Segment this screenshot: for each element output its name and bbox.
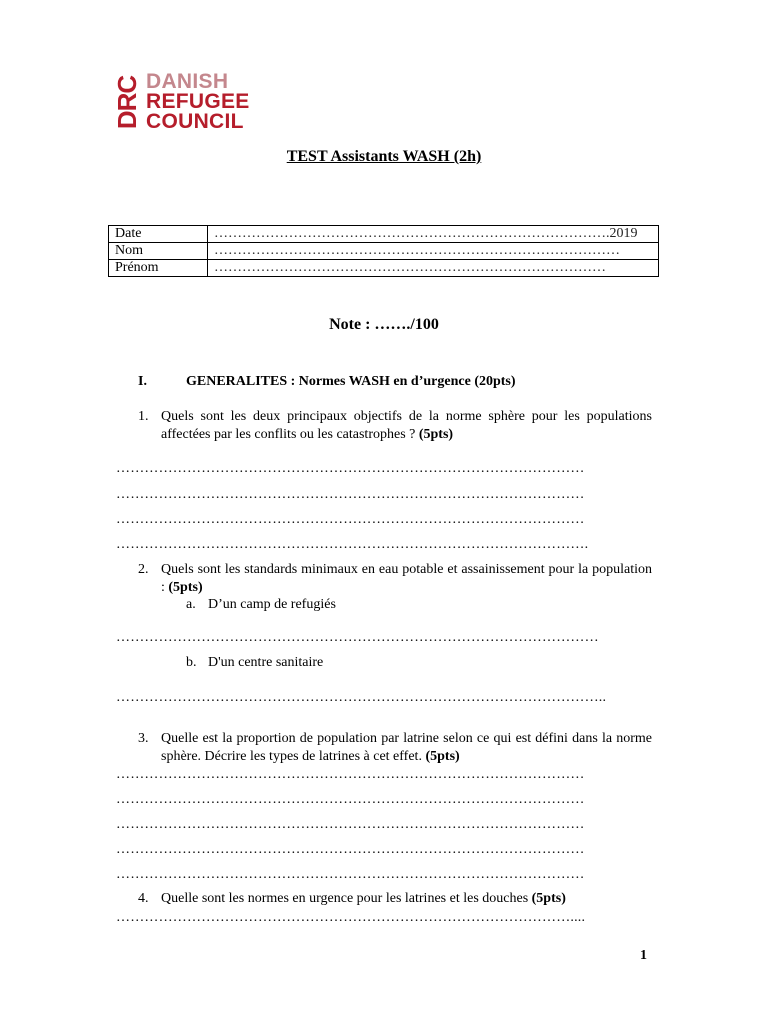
question-points: (5pts) [418,427,454,442]
section-title: GENERALITES : Normes WASH en d’urgence (20pts) [186,374,516,389]
score-note: Note : ……./100 [329,316,439,333]
table-row [109,226,659,243]
nom-label: Nom [109,243,208,260]
answer-line: ……………………………………………………………………………………… [116,842,585,857]
document-title: TEST Assistants WASH (2h) [286,148,482,165]
question-text: Quels sont les deux principaux objectifs de la norme sphère pour les populations affectées par les conflits ou les catastrophes ? [161,409,652,442]
answer-line: ……………………………………………………………………………………… [116,512,585,527]
question-text: Quelle est la proportion de population par latrine selon ce qui est défini dans la norme sphère. Décrire les types de latrines à cet effet. [161,731,652,764]
answer-line: ………………………………………………………………………………………….. [116,690,607,705]
question-3 [138,730,652,766]
question-2 [138,561,652,597]
answer-line: ……………………………………………………………………………………… [116,792,585,807]
logo-line-council: COUNCIL [146,110,244,133]
question-points: (5pts) [531,891,566,906]
answer-line: ……………………………………………………………………………………… [116,817,585,832]
question-number: 4. [138,891,149,906]
question-number: 3. [138,731,149,746]
section-number: I. [138,374,147,389]
logo-line-refugee: REFUGEE [146,90,250,113]
answer-line: ……………………………………………………………………………………… [116,867,585,882]
page-number: 1 [640,948,647,963]
prenom-field: ………………………………………………………………………… [208,260,659,277]
info-table [108,225,659,277]
answer-line: ………………………………………………………………………………………… [116,630,599,645]
drc-logo [112,70,256,133]
table-row [109,260,659,277]
logo-line-danish: DANISH [146,70,229,93]
answer-line: ………………………………………………………………………………………. [116,537,589,552]
nom-field: …………………………………………………………………………… [208,243,659,260]
table-row [109,243,659,260]
date-field: ………………………………………………………………………….2019 [208,226,659,243]
question-points: (5pts) [425,749,460,764]
answer-line: ……………………………………………………………………………………… [116,487,585,502]
question-points: (5pts) [168,580,203,595]
question-number: 2. [138,562,149,577]
answer-line: …………………………………………………………………………………….... [116,910,586,925]
prenom-label: Prénom [109,260,208,277]
question-1 [138,408,652,444]
question-4 [138,890,652,908]
question-text: Quelle sont les normes en urgence pour les latrines et les douches [161,891,529,906]
question-number: 1. [138,409,149,424]
logo-wordmark [146,72,250,132]
question-text: Quels sont les standards minimaux en eau potable et assainissement pour la population : [161,562,652,595]
answer-line: ……………………………………………………………………………………… [116,767,585,782]
logo-mark: DRC [112,75,143,129]
answer-line: ……………………………………………………………………………………… [116,461,585,476]
date-label: Date [109,226,208,243]
